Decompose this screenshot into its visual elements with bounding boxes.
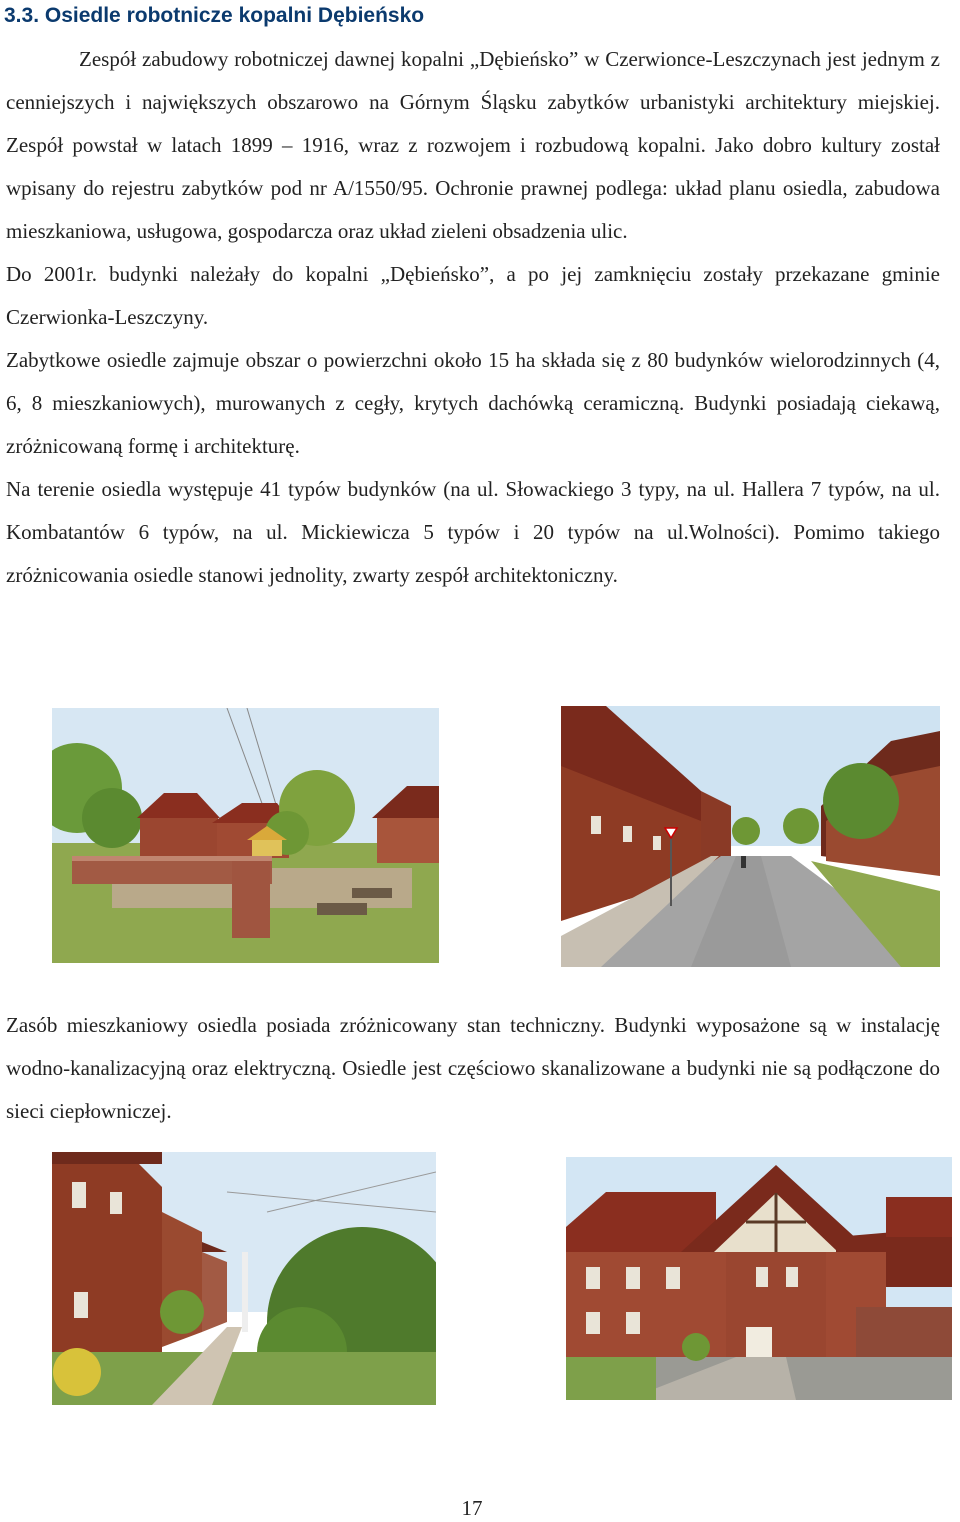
section-heading: 3.3. Osiedle robotnicze kopalni Dębieńsko xyxy=(4,4,425,27)
photo-street-illustration xyxy=(561,706,940,967)
paragraph: Zespół zabudowy robotniczej dawnej kopalni „Dębieńsko” w Czerwionce-Leszczynach jest jednym z cenniejszych i największych obszarowo na Górnym Śląsku zabytków urbanistyki architektury miejskiej. Zespół powstał w latach 1899 – 1916, wraz z rozwojem i rozbudową kopalni. Jako dobro kultury został wpisany do rejestru zabytków pod nr A/1550/95. Ochronie prawnej podlega: układ planu osiedla, zabudowa mieszkaniowa, usługowa, gospodarcza oraz układ zieleni obsadzenia ulic. xyxy=(6,47,940,243)
photo-street xyxy=(561,706,940,967)
text-block-top xyxy=(6,38,940,597)
paragraph: Zasób mieszkaniowy osiedla posiada zróżnicowany stan techniczny. Budynki wyposażone są w instalację wodno-kanalizacyjną oraz elektryczną. Osiedle jest częściowo skanalizowane a budynki nie są podłączone do sieci ciepłowniczej. xyxy=(6,1013,940,1123)
photo-playground xyxy=(52,708,439,963)
page-number: 17 xyxy=(461,1496,483,1520)
paragraph: Zabytkowe osiedle zajmuje obszar o powierzchni około 15 ha składa się z 80 budynków wielorodzinnych (4, 6, 8 mieszkaniowych), murowanych z cegły, krytych dachówką ceramiczną. Budynki posiadają ciekawą, zróżnicowaną formę i architekturę. xyxy=(6,348,940,458)
photo-sidewalk-illustration xyxy=(52,1152,436,1405)
text-block-bottom xyxy=(6,1004,940,1133)
photo-playground-illustration xyxy=(52,708,439,963)
paragraph: Na terenie osiedla występuje 41 typów budynków (na ul. Słowackiego 3 typy, na ul. Hallera 7 typów, na ul. Kombatantów 6 typów, na ul. Mickiewicza 5 typów i 20 typów na ul.Wolności). Pomimo takiego zróżnicowania osiedle stanowi jednolity, zwarty zespół architektoniczny. xyxy=(6,477,940,587)
photo-house xyxy=(566,1157,952,1400)
photo-house-illustration xyxy=(566,1157,952,1400)
photo-sidewalk xyxy=(52,1152,436,1405)
paragraph: Do 2001r. budynki należały do kopalni „Dębieńsko”, a po jej zamknięciu zostały przekazane gminie Czerwionka-Leszczyny. xyxy=(6,262,940,329)
